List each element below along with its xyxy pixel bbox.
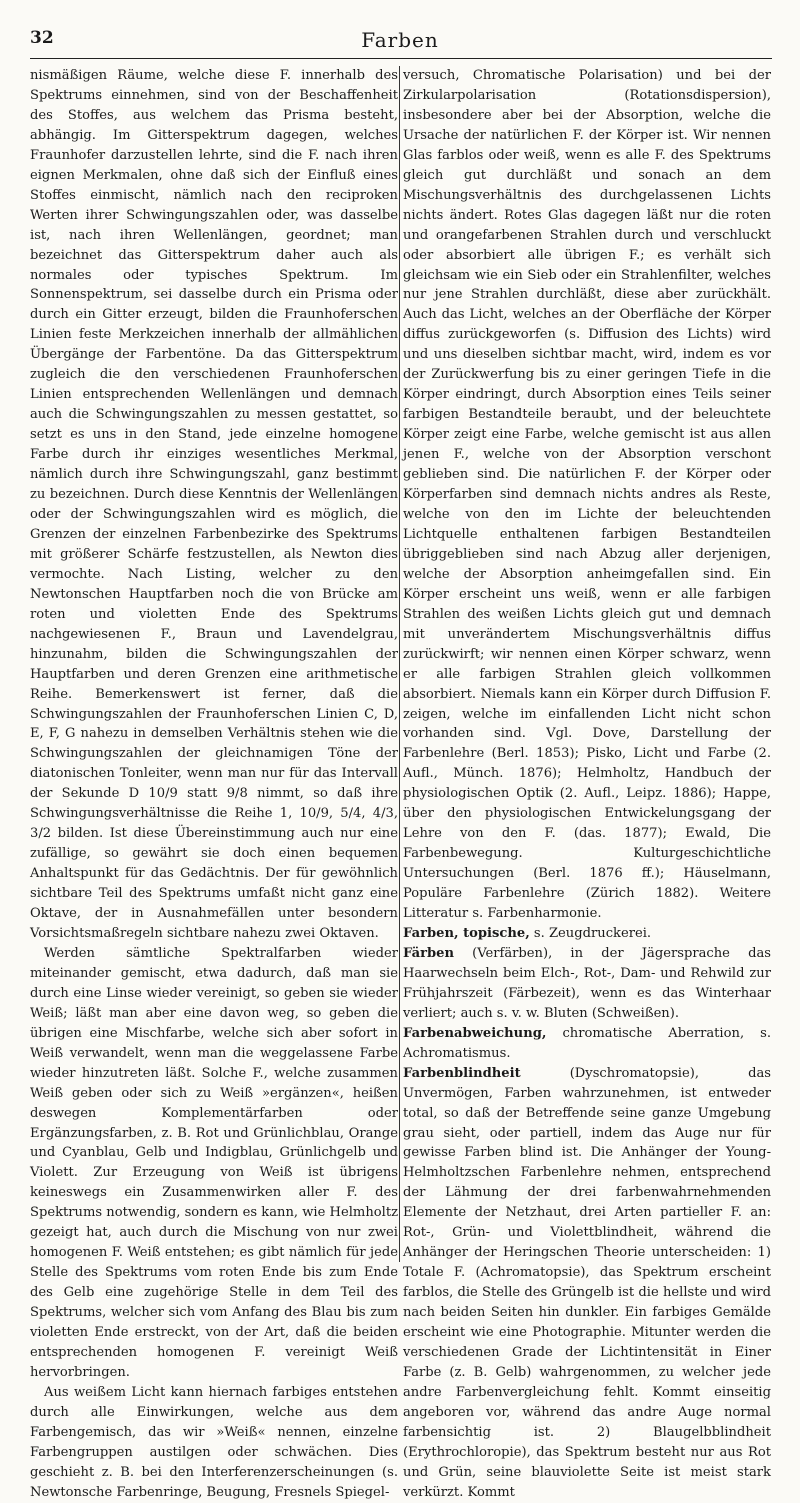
entry-headword: Färben (403, 945, 454, 961)
left-column (30, 66, 398, 1500)
entry-headword: Farbenblindheit (403, 1065, 521, 1081)
paragraph: Aus weißem Licht kann hiernach farbiges entstehen durch alle Einwirkungen, welche aus dem Farbengemisch, das wir »Weiß« nennen, einzelne Farbengruppen austilgen oder schwächen. Dies geschieht z. B. bei den Interferenzerscheinungen (s. Newtonsche Farbenringe, Beugung, Fresnels Spiegel- (30, 1384, 398, 1500)
paragraph: nismäßigen Räume, welche diese F. innerhalb des Spektrums einnehmen, sind von der Beschaffenheit des Stoffes, aus welchem das Prisma besteht, abhängig. Im Gitterspektrum dagegen, welches Fraunhofer darzustellen lehrte, sind die F. nach ihren eignen Merkmalen, ohne daß sich der Einfluß eines Stoffes einmischt, nämlich nach den reciproken Werten ihrer Schwingungszahlen oder, was dasselbe ist, nach ihren Wellenlängen, geordnet; man bezeichnet das Gitterspektrum daher auch als normales oder typisches Spektrum. Im Sonnenspektrum, sei dasselbe durch ein Prisma oder durch ein Gitter erzeugt, bilden die Fraunhoferschen Linien feste Merkzeichen innerhalb der allmählichen Übergänge der Farbentöne. Da das Gitterspektrum zugleich die den verschiedenen Fraunhoferschen Linien entsprechenden Wellenlängen und demnach auch die Schwingungszahlen zu messen gestattet, so setzt es uns in den Stand, jede einzelne homogene Farbe durch ihr einziges wesentliches Merkmal, nämlich durch ihre Schwingungszahl, ganz bestimmt zu bezeichnen. Durch diese Kenntnis der Wellenlängen oder der Schwingungszahlen wird es möglich, die Grenzen der einzelnen Farbenbezirke des Spektrums mit größerer Schärfe festzustellen, als Newton dies vermochte. Nach Listing, welcher zu den Newtonschen Hauptfarben noch die von Brücke am roten und violetten Ende des Spektrums nachgewiesenen F., Braun und Lavendelgrau, hinzunahm, bilden die Schwingungszahlen der Hauptfarben und deren Grenzen eine arithmetische Reihe. Bemerkenswert ist ferner, daß die Schwingungszahlen der Fraunhoferschen Linien C, D, E, F, G nahezu in demselben Verhältnis stehen wie die Schwingungszahlen der gleichnamigen Töne der diatonischen Tonleiter, wenn man nur für das Intervall der Sekunde D 10/9 statt 9/8 nimmt, so daß ihre Schwingungsverhältnisse die Reihe 1, 10/9, 5/4, 4/3, 3/2 bilden. Ist diese Übereinstimmung auch nur eine zufällige, so gewährt sie doch einen bequemen Anhaltspunkt für das Gedächtnis. Der für gewöhnlich sichtbare Teil des Spektrums umfaßt nicht ganz eine Oktave, der in Ausnahmefällen unter besondern Vorsichtsmaßregeln sichtbare nahezu zwei Oktaven. (30, 68, 398, 941)
header-rule (30, 58, 772, 59)
dictionary-entry (403, 1064, 771, 1503)
dictionary-entry (403, 924, 771, 944)
entry-headword: Farbenabweichung, (403, 1025, 547, 1041)
entry-body: (Dyschromatopsie), das Unvermögen, Farben wahrzunehmen, ist entweder total, so daß der Betreffende seine ganze Umgebung grau sieht, oder partiell, indem das Auge nur für gewisse Farben blind ist. Die Anhänger der Young-Helmholtzschen Farbenlehre nehmen, entsprechend der Lähmung der drei farbenwahrnehmenden Elemente der Netzhaut, drei Arten partieller F. an: Rot-, Grün- und Violettblindheit, während die Anhänger der Heringschen Theorie unterscheiden: 1) Totale F. (Achromatopsie), das Spektrum erscheint farblos, die Stelle des Grüngelb ist die hellste und wird nach beiden Seiten hin dunkler. Ein farbiges Gemälde erscheint wie eine Photographie. Mitunter werden die verschiedenen Grade der Lichtintensität in Einer Farbe (z. B. Gelb) wahrgenommen, zu welcher jede andre Farbenvergleichung fehlt. Kommt einseitig angeboren vor, während das andre Auge normal farbensichtig ist. 2) Blaugelbblindheit (Erythrochloropie), das Spektrum besteht nur aus Rot und Grün, seine blauviolette Seite ist meist stark verkürzt. Kommt (403, 1065, 771, 1500)
page-header (30, 28, 770, 58)
entry-body: (Verfärben), in der Jägersprache das Haarwechseln beim Elch-, Rot-, Dam- und Rehwild zur Frühjahrszeit (Färbezeit), wenn es das Winterhaar verliert; auch s. v. w. Bluten (Schweißen). (403, 945, 771, 1021)
dictionary-entry (403, 1024, 771, 1064)
right-column (403, 66, 771, 1500)
running-head: Farben (361, 28, 439, 52)
dictionary-entry (403, 944, 771, 1024)
entry-body: chromatische Aberration, s. Achromatismus. (403, 1025, 771, 1061)
entry-headword: Farben, topische, (403, 925, 530, 941)
page-number: 32 (30, 28, 54, 48)
entry-body: s. Zeugdruckerei. (529, 925, 652, 941)
column-divider (399, 66, 400, 1262)
paragraph: versuch, Chromatische Polarisation) und bei der Zirkularpolarisation (Rotationsdispersion), insbesondere aber bei der Absorption, welche die Ursache der natürlichen F. der Körper ist. Wir nennen Glas farblos oder weiß, wenn es alle F. des Spektrums gleich gut durchläßt und sonach an dem Mischungsverhältnis des durchgelassenen Lichts nichts ändert. Rotes Glas dagegen läßt nur die roten und orangefarbenen Strahlen durch und verschluckt oder absorbiert alle übrigen F.; es verhält sich gleichsam wie ein Sieb oder ein Strahlenfilter, welches nur jene Strahlen durchläßt, diese aber zurückhält. Auch das Licht, welches an der Oberfläche der Körper diffus zurückgeworfen (s. Diffusion des Lichts) wird und uns dieselben sichtbar macht, wird, indem es vor der Zurückwerfung bis zu einer geringen Tiefe in die Körper eindringt, durch Absorption eines Teils seiner farbigen Bestandteile beraubt, und der beleuchtete Körper zeigt eine Farbe, welche gemischt ist aus allen jenen F., welche von der Absorption verschont geblieben sind. Die natürlichen F. der Körper oder Körperfarben sind demnach nichts andres als Reste, welche von den im Lichte der beleuchtenden Lichtquelle enthaltenen farbigen Bestandteilen übriggeblieben sind nach Abzug aller derjenigen, welche der Absorption anheimgefallen sind. Ein Körper erscheint uns weiß, wenn er alle farbigen Strahlen des weißen Lichts gleich gut und demnach mit unverändertem Mischungsverhältnis diffus zurückwirft; wir nennen einen Körper schwarz, wenn er alle farbigen Strahlen gleich vollkommen absorbiert. Niemals kann ein Körper durch Diffusion F. zeigen, welche im einfallenden Licht nicht schon vorhanden sind. Vgl. Dove, Darstellung der Farbenlehre (Berl. 1853); Pisko, Licht und Farbe (2. Aufl., Münch. 1876); Helmholtz, Handbuch der physiologischen Optik (2. Aufl., Leipz. 1886); Happe, über den physiologischen Entwickelungsgang der Lehre von den F. (das. 1877); Ewald, Die Farbenbewegung. Kulturgeschichtliche Untersuchungen (Berl. 1876 ff.); Häuselmann, Populäre Farbenlehre (Zürich 1882). Weitere Litteratur s. Farbenharmonie. (403, 68, 771, 922)
paragraph: Werden sämtliche Spektralfarben wieder miteinander gemischt, etwa dadurch, daß man sie durch eine Linse wieder vereinigt, so geben sie wieder Weiß; läßt man aber eine davon weg, so geben die übrigen eine Mischfarbe, welche sich aber sofort in Weiß verwandelt, wenn man die weggelassene Farbe wieder hinzutreten läßt. Solche F., welche zusammen Weiß geben oder sich zu Weiß »ergänzen«, heißen deswegen Komplementärfarben oder Ergänzungsfarben, z. B. Rot und Grünlichblau, Orange und Cyanblau, Gelb und Indigblau, Grünlichgelb und Violett. Zur Erzeugung von Weiß ist übrigens keineswegs ein Zusammenwirken aller F. des Spektrums notwendig, sondern es kann, wie Helmholtz gezeigt hat, auch durch die Mischung von nur zwei homogenen F. Weiß entstehen; es gibt nämlich für jede Stelle des Spektrums vom roten Ende bis zum Ende des Gelb eine zugehörige Stelle in dem Teil des Spektrums, welcher sich vom Anfang des Blau bis zum violetten Ende erstreckt, von der Art, daß die beiden entsprechenden homogenen F. vereinigt Weiß hervorbringen. (30, 945, 398, 1380)
